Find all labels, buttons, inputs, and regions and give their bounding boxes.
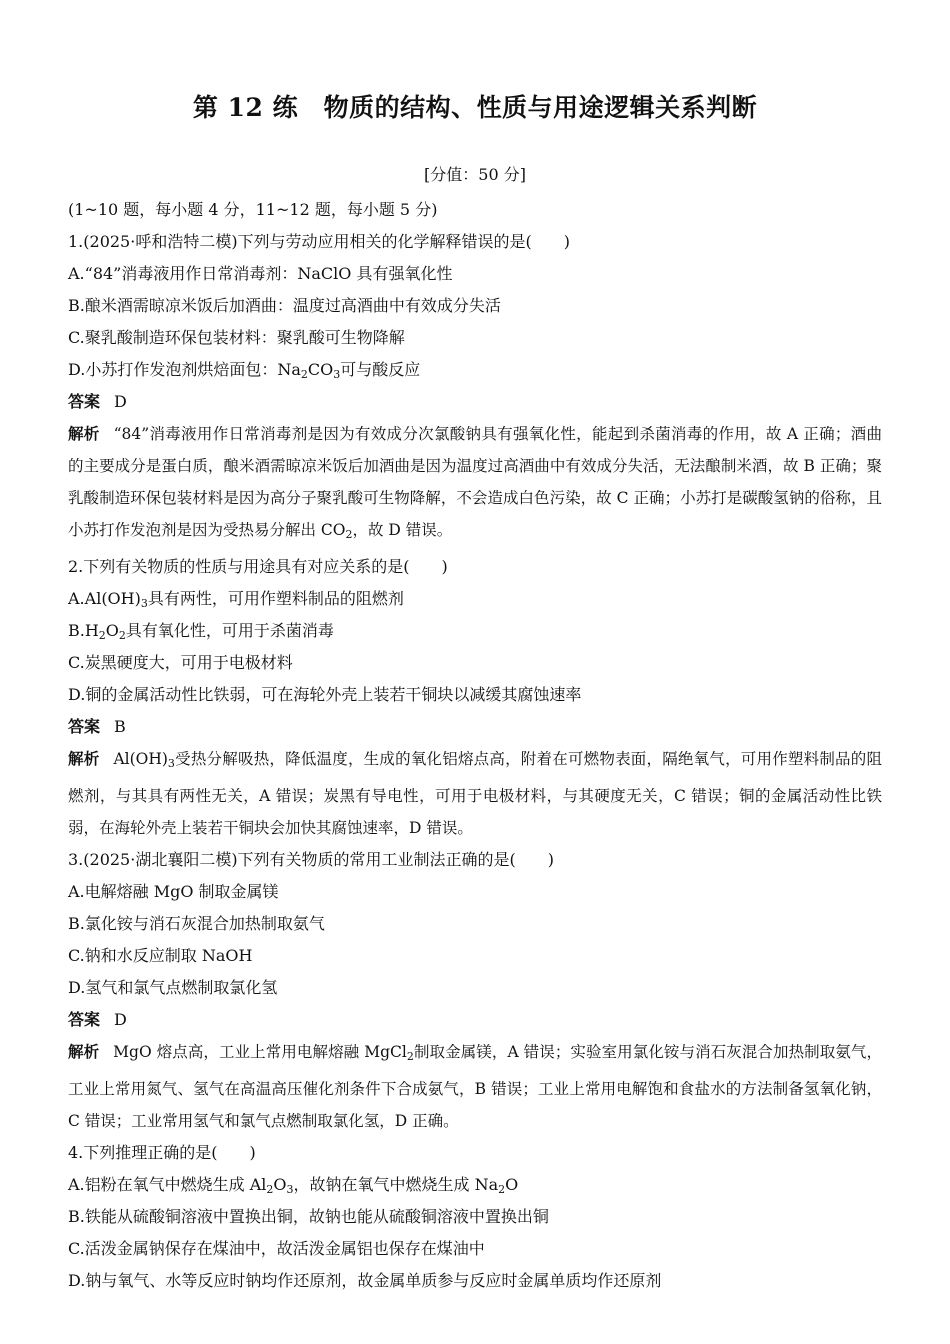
- q2-option-d: D.铜的金属活动性比铁弱，可在海轮外壳上装若干铜块以减缓其腐蚀速率: [68, 685, 582, 704]
- answer-label: 答案: [68, 1010, 101, 1029]
- q4-option-d: D.钠与氧气、水等反应时钠均作还原剂，故金属单质参与反应时金属单质均作还原剂: [68, 1271, 662, 1290]
- q2-answer: [68, 711, 882, 743]
- page-title: 第 12 练 物质的结构、性质与用途逻辑关系判断: [192, 93, 758, 122]
- q3-analysis: 解析 MgO 熔点高，工业上常用电解熔融 MgCl$_2$制取金属镁，A 错误；实验室用氯化铵与消石灰混合加热制取氨气，工业上常用氮气、氢气在高温高压催化剂条件下合成氨气，B 错误；工业上常用电解饱和食盐水的方法制备氢氧化钠，C 错误；工业常用氢气和氯气点燃制取氯化氢，D 正确。: [68, 1042, 882, 1130]
- score-line: [分值：50 分]: [424, 165, 526, 184]
- q1-answer: [68, 386, 882, 418]
- q2-stem: 2.下列有关物质的性质与用途具有对应关系的是( ): [68, 557, 448, 576]
- q1-option-b: B.酿米酒需晾凉米饭后加酒曲：温度过高酒曲中有效成分失活: [68, 296, 501, 315]
- q2-analysis: 解析 $Al(OH)_3$受热分解吸热，降低温度，生成的氧化铝熔点高，附着在可燃物表面，隔绝氧气，可用作塑料制品的阻燃剂，与其具有两性无关，A 错误；炭黑有导电性，可用于电极材料，与其硬度无关，C 错误；铜的金属活动性比铁弱，在海轮外壳上装若干铜块会加快其腐蚀速率，D 错误。: [68, 749, 882, 837]
- q2-answer-value: B: [114, 717, 126, 736]
- q1-option-a: A.“84”消毒液用作日常消毒剂：NaClO 具有强氧化性: [68, 264, 453, 283]
- content: [68, 194, 882, 1297]
- instructions: (1~10 题，每小题 4 分，11~12 题，每小题 5 分): [68, 200, 438, 219]
- answer-label: 答案: [68, 392, 101, 411]
- q1-analysis: 解析 “84”消毒液用作日常消毒剂是因为有效成分次氯酸钠具有强氧化性，能起到杀菌消毒的作用，故 A 正确；酒曲的主要成分是蛋白质，酿米酒需晾凉米饭后加酒曲是因为温度过高酒曲中有效成分失活，无法酿制米酒，故 B 正确；聚乳酸制造环保包装材料是因为高分子聚乳酸可生物降解，不会造成白色污染，故 C 正确；小苏打是碳酸氢钠的俗称，且小苏打作发泡剂是因为受热易分解出 $CO_2$，故 D 错误。: [68, 424, 882, 541]
- answer-label: 答案: [68, 717, 101, 736]
- q1-option-c: C.聚乳酸制造环保包装材料：聚乳酸可生物降解: [68, 328, 405, 347]
- analysis-label: 解析: [68, 1042, 100, 1061]
- q2-option-a: $A.Al(OH)_3$具有两性，可用作塑料制品的阻燃剂: [68, 589, 404, 610]
- q3-option-b: B.氯化铵与消石灰混合加热制取氨气: [68, 914, 325, 933]
- analysis-label: 解析: [68, 424, 100, 443]
- q4-option-b: B.铁能从硫酸铜溶液中置换出铜，故钠也能从硫酸铜溶液中置换出铜: [68, 1207, 549, 1226]
- q3-option-c: C.钠和水反应制取 NaOH: [68, 946, 253, 965]
- q1-answer-value: D: [114, 392, 127, 411]
- q4-option-c: C.活泼金属钠保存在煤油中，故活泼金属铝也保存在煤油中: [68, 1239, 485, 1258]
- q1-stem: 1.(2025·呼和浩特二模)下列与劳动应用相关的化学解释错误的是( ): [68, 232, 571, 251]
- q2-option-c: C.炭黑硬度大，可用于电极材料: [68, 653, 293, 672]
- q3-stem: 3.(2025·湖北襄阳二模)下列有关物质的常用工业制法正确的是( ): [68, 850, 555, 869]
- q2-option-b: $B.H_2O_2$具有氧化性，可用于杀菌消毒: [68, 621, 334, 642]
- q3-option-d: D.氢气和氯气点燃制取氯化氢: [68, 978, 278, 997]
- q4-stem: 4.下列推理正确的是( ): [68, 1143, 256, 1162]
- q3-option-a: A.电解熔融 MgO 制取金属镁: [68, 882, 279, 901]
- analysis-label: 解析: [68, 749, 100, 768]
- q1-option-d: D.小苏打作发泡剂烘焙面包：$Na_2CO_3$可与酸反应: [68, 360, 421, 381]
- q3-answer: [68, 1004, 882, 1036]
- q3-answer-value: D: [114, 1010, 127, 1029]
- q4-option-a: A.铝粉在氧气中燃烧生成 $Al_2O_3$，故钠在氧气中燃烧生成 $Na_2O$: [68, 1175, 519, 1196]
